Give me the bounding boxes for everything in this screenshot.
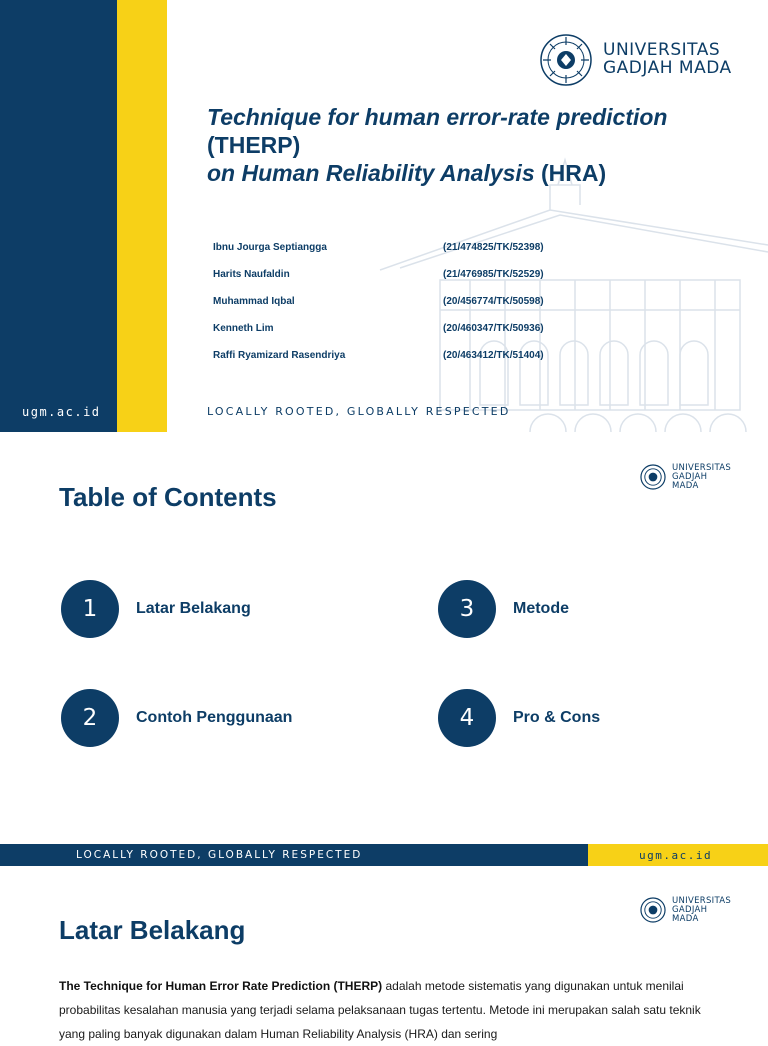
author-student-id: (21/474825/TK/52398) — [443, 242, 544, 253]
logo-line-2: GADJAH MADA — [603, 58, 732, 78]
author-name: Ibnu Jourga Septiangga — [213, 242, 327, 253]
toc-number-badge: 4 — [438, 689, 496, 747]
toc-number-badge: 1 — [61, 580, 119, 638]
university-logo — [539, 33, 732, 87]
author-row — [213, 350, 573, 377]
navy-side-bar — [0, 0, 117, 432]
section-heading: Latar Belakang — [59, 915, 246, 945]
author-name: Muhammad Iqbal — [213, 296, 295, 307]
tagline: LOCALLY ROOTED, GLOBALLY RESPECTED — [76, 849, 363, 861]
university-logo — [640, 464, 730, 491]
title-line-3-italic: on Human Reliability Analysis — [207, 160, 535, 186]
toc-item[interactable] — [438, 689, 600, 747]
toc-item-label: Latar Belakang — [136, 600, 251, 617]
ugm-seal-icon — [640, 897, 666, 923]
title-line-2: (THERP) — [207, 132, 301, 158]
toc-heading: Table of Contents — [59, 482, 277, 512]
toc-item-label: Pro & Cons — [513, 709, 601, 726]
footer-band — [0, 844, 768, 866]
logo-line-1: UNIVERSITAS — [672, 463, 732, 473]
ugm-seal-icon — [539, 33, 593, 87]
toc-item-label: Contoh Penggunaan — [136, 709, 293, 726]
toc-item-label: Metode — [513, 600, 569, 617]
author-student-id: (21/476985/TK/52529) — [443, 269, 544, 280]
title-line-3-tail: (HRA) — [534, 160, 607, 186]
yellow-side-bar — [117, 0, 167, 432]
logo-line-2: GADJAH MADA — [672, 471, 708, 491]
logo-line-2: GADJAH MADA — [672, 904, 708, 924]
logo-line-1: UNIVERSITAS — [672, 896, 732, 906]
body-text: adalah metode sistematis yang digunakan untuk menilai probabilitas kesalahan manusia yang terjadi selama pelaksanaan tugas tertentu. Metode ini merupakan salah satu teknik yang paling banyak digunakan dalam Human Reliability Analysis (HRA) dan sering — [59, 979, 701, 1041]
site-url: ugm.ac.id — [22, 405, 101, 419]
title-line-1: Technique for human error-rate prediction — [207, 104, 668, 130]
university-logo — [640, 897, 730, 924]
author-name: Raffi Ryamizard Rasendriya — [213, 350, 346, 361]
author-row — [213, 323, 573, 350]
toc-item[interactable] — [61, 580, 251, 638]
author-row — [213, 242, 573, 269]
logo-line-1: UNIVERSITAS — [603, 40, 721, 61]
tagline: LOCALLY ROOTED, GLOBALLY RESPECTED — [207, 405, 511, 418]
author-student-id: (20/456774/TK/50598) — [443, 296, 544, 307]
background-slide — [0, 875, 768, 1041]
author-list — [213, 242, 573, 377]
presentation-title — [207, 103, 747, 187]
toc-item[interactable] — [438, 580, 569, 638]
author-row — [213, 269, 573, 296]
body-paragraph — [59, 974, 709, 1046]
author-student-id: (20/463412/TK/51404) — [443, 350, 544, 361]
body-bold-lead: The Technique for Human Error Rate Prediction (THERP) — [59, 979, 383, 993]
title-slide — [0, 0, 768, 432]
author-student-id: (20/460347/TK/50936) — [443, 323, 544, 334]
author-name: Kenneth Lim — [213, 323, 274, 334]
site-url: ugm.ac.id — [639, 849, 713, 862]
toc-number-badge: 3 — [438, 580, 496, 638]
toc-number-badge: 2 — [61, 689, 119, 747]
author-name: Harits Naufaldin — [213, 269, 290, 280]
toc-slide — [0, 442, 768, 866]
author-row — [213, 296, 573, 323]
ugm-seal-icon — [640, 464, 666, 490]
toc-item[interactable] — [61, 689, 292, 747]
